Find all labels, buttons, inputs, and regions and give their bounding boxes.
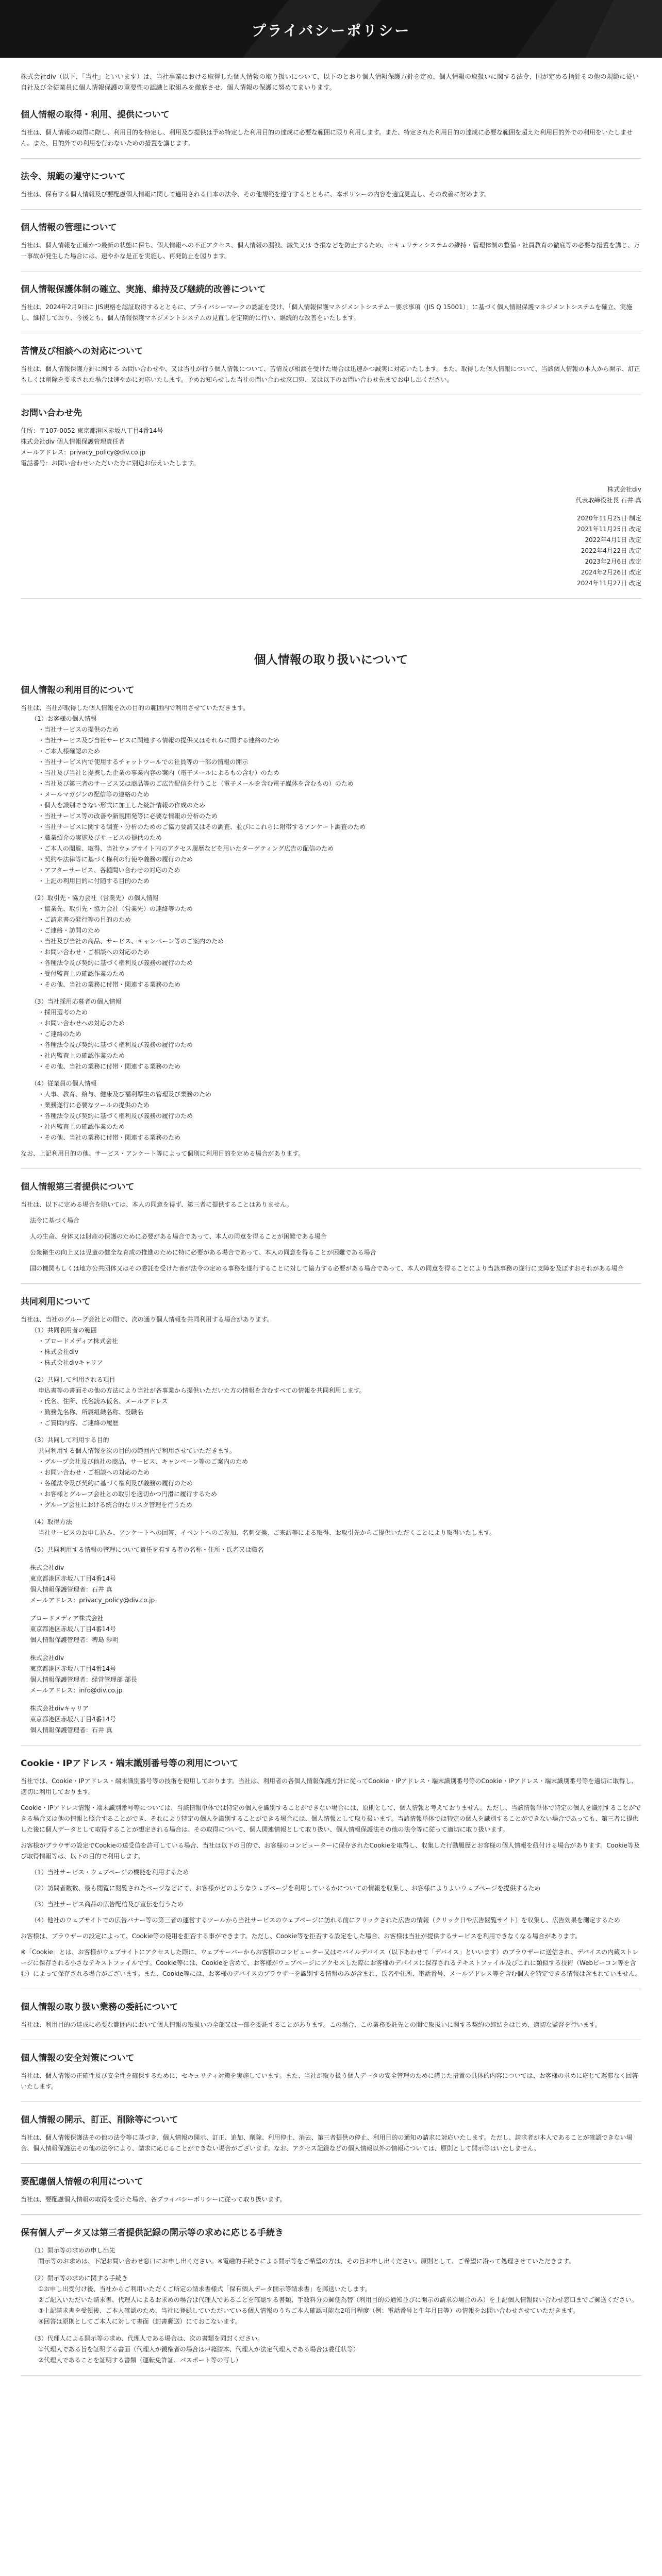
page-header <box>0 0 662 58</box>
list-item: ・ご請求書の発行等の目的のため <box>38 916 131 923</box>
third-party-heading: 個人情報第三者提供について <box>21 1182 135 1192</box>
list-subheading: （1）開示等の求めの申し出先 <box>31 2247 115 2254</box>
list-item: ・株式会社divキャリア <box>38 1359 104 1366</box>
history-item: 2021年11月25日 改定 <box>577 526 641 533</box>
list-subheading: （4）従業員の個人情報 <box>31 1080 97 1087</box>
list-item: ・各種法令及び契約に基づく権利及び義務の履行のため <box>38 959 193 967</box>
list-subheading: （3）当社採用応募者の個人情報 <box>31 998 122 1005</box>
list-item: ・お問い合わせ・ご相談への対応のため <box>38 1469 150 1476</box>
contact-heading: お問い合わせ先 <box>21 408 82 418</box>
cookie-paragraph: お客様がブラウザの設定でCookieの送受信を許可している場合、当社は以下の目的で、お客様のコンピューターに保存されたCookieを取得し、収集した行動履歴とお客様の個人情報を紐付ける場合があります。Cookie等及び取得情報等は、以下の目的で利用します。 <box>21 1842 640 1860</box>
list-item: ・ご本人の閲覧、取得、当社ウェブサイト内のアクセス履歴などを用いたターゲティング広告の配信のため <box>38 845 334 852</box>
section-body: 当社は、個人情報保護方針に関する お問い合わせや、又は当社が行う個人情報について、苦情及び相談を受けた場合は迅速かつ誠実に対応いたします。また、取得した個人情報について、当該個人情報の本人から開示、訂正もしくは削除を要求された場合は速やかに対応いたします。予めお知らせした当社の問い合わせ窓口宛、又は以下のお問い合わせ先までお申し出ください。 <box>21 365 640 383</box>
purpose-list <box>21 714 641 1143</box>
purpose-section <box>21 683 641 1169</box>
policy-section <box>21 220 641 272</box>
list-item: ・当社サービスの提供のため <box>38 726 119 733</box>
list-subheading: （2）共同して利用される項目 <box>31 1376 115 1383</box>
history-item: 2020年11月25日 制定 <box>577 515 641 522</box>
list-item: 開示等のお求めは、下記お問い合わせ窓口にお申し出ください。※電磁的手続きによる開示等をご希望の方は、その旨お申し出ください。原則として、ご希望に沿って処理させていただきます。 <box>38 2258 575 2265</box>
policy-section <box>21 344 641 395</box>
section-heading: 個人情報の管理について <box>21 223 117 233</box>
section-body: 当社は、保有する個人情報及び要配慮個人情報に関して適用される日本の法令、その他規範を遵守するとともに、本ポリシーの内容を適宜見直し、その改善に努めます。 <box>21 191 491 198</box>
company-line: 個人情報保護管理者：経営管理部 部長 <box>30 1676 137 1683</box>
purpose-lead: 当社は、当社が取得した個人情報を次の目的の範囲内で利用させていただきます。 <box>21 704 250 711</box>
company-line: ブロードメディア株式会社 <box>30 1615 104 1622</box>
list-item: ・社内監査上の確認作業のため <box>38 1123 125 1130</box>
contact-line: 株式会社div 個人情報保護管理責任者 <box>21 438 125 445</box>
company-line: 東京都港区赤坂八丁目4番14号 <box>30 1716 116 1723</box>
list-item: ・株式会社div <box>38 1348 79 1355</box>
cookie-item: （4）他社のウェブサイトでの広告バナー等の第三者の運営するツールから当社サービスのウェブページに訪れる前にクリックされた広告の情報（クリック日や広告閲覧サイト）を収集し、広告効果を測定するため <box>31 1917 620 1924</box>
list-item: ・当社サービス及び当社サービスに関連する情報の提供又はそれらに関する連絡のため <box>38 737 280 744</box>
list-item: ・個人を識別できない形式に加工した統計情報の作成のため <box>38 802 206 809</box>
signature-line: 株式会社div <box>607 486 641 493</box>
list-item: ・社内監査上の確認作業のため <box>38 1052 125 1059</box>
list-item: 当社サービスのお申し込み、アンケートへの回答、イベントへのご参加、名刺交換、ご来訪等による取得、お取引先からご提供いただくことにより取得いたします。 <box>38 1529 496 1536</box>
company-line: 東京都港区赤坂八丁目4番14号 <box>30 1575 116 1582</box>
third-party-item: 人の生命、身体又は財産の保護のために必要がある場合であって、本人の同意を得ることが困難である場合 <box>30 1233 327 1240</box>
contact-line: 電話番号：お問い合わせいただいた方に別途お伝えいたします。 <box>21 460 200 467</box>
cookie-paragraphs <box>21 1776 641 1862</box>
list-item: ・当社及び当社と提携した企業の事業内容の案内（電子メールによるもの含む）のため <box>38 769 279 776</box>
joint-use-heading: 共同利用について <box>21 1297 91 1307</box>
section-heading: 個人情報保護体制の確立、実施、維持及び継続的改善について <box>21 284 266 295</box>
policy-section <box>21 282 641 333</box>
cookie-heading: Cookie・IPアドレス・端末識別番号等の利用について <box>21 1758 239 1769</box>
company-line: メールアドレス：privacy_policy@div.co.jp <box>30 1597 155 1604</box>
cookie-section <box>21 1756 641 1989</box>
list-item: ・協業先、取引先・協力会社（営業先）の連絡等のため <box>38 905 193 912</box>
list-item: ・アフターサービス、各種問い合わせの対応のため <box>38 867 180 874</box>
list-subheading: （1）共同利用者の範囲 <box>31 1327 97 1334</box>
cookie-paragraph: Cookie・IPアドレス情報・端末識別番号等については、当該情報単体では特定の個人を識別することができない場合には、原則として、個人情報と考えておりません。ただし、当該情報単体で特定の個人を識別することができる場合又は他の情報と照合することができ、それにより特定の個人を識別することができる場合には、個人情報として取り扱います。当該情報単体では特定の個人を識別することができない場合であっても、第三者に提供した後に個人データとして取得することが想定される場合は、その取得について、個人関連情報として取り扱い、個人情報保護法その他の法令等に従って適切に取り扱います。 <box>21 1804 641 1833</box>
list-item: ・ご連絡・訪問のため <box>38 927 101 934</box>
section-body: 当社は、個人情報を正確かつ最新の状態に保ち、個人情報への不正アクセス、個人情報の漏洩、滅失又は き損などを防止するため、セキュリティシステムの維持・管理体制の整備・社員教育の徹底等の必要な措置を講じ、万一事故が発生した場合には、速やかな是正を実施し、再発防止を図ります。 <box>21 242 640 260</box>
section-body: 当社は、個人情報の取得に際し、利用目的を特定し、利用及び提供は予め特定した利用目的の達成に必要な範囲に限り利用します。また、特定された利用目的の達成に必要な範囲を超えた利用目的外での利用をいたしません。また、目的外での利用を行わないための措置を講じます。 <box>21 129 633 147</box>
sensitive-section <box>21 2174 641 2215</box>
revision-history <box>21 513 641 589</box>
contact-lines <box>21 426 641 469</box>
page-title: プライバシーポリシー <box>251 22 411 39</box>
contact-line: メールアドレス：privacy_policy@div.co.jp <box>21 449 146 456</box>
third-party-item: 法令に基づく場合 <box>30 1217 80 1224</box>
company-line: 個人情報保護管理者：石井 真 <box>30 1586 112 1593</box>
list-item: ・受付監査上の確認作業のため <box>38 970 125 977</box>
list-item: ・ブロードメディア株式会社 <box>38 1337 118 1345</box>
list-item: ・メールマガジンの配信等の連絡のため <box>38 791 150 798</box>
company-line: 東京都港区赤坂八丁目4番14号 <box>30 1625 116 1633</box>
contact-line: 住所：〒107-0052 東京都港区赤坂八丁目4番14号 <box>21 427 163 434</box>
list-item: ・勤務先名称、所属組織名称、役職名 <box>38 1409 144 1416</box>
outsourcing-heading: 個人情報の取り扱い業務の委託について <box>21 2002 178 2012</box>
list-item: ・当社及び当社の商品、サービス、キャンペーン等のご案内のため <box>38 938 224 945</box>
list-item: ・ご本人様確認のため <box>38 748 101 755</box>
list-item: ・当社及び第三者のサービス又は商品等のご広告配信を行うこと（電子メールを含む電子媒体を含むもの）のため <box>38 780 354 787</box>
list-item: ・ご連絡のため <box>38 1030 82 1038</box>
list-item: ・採用選考のため <box>38 1009 88 1016</box>
cookie-item: （2）訪問者数数、最も閲覧に閲覧されたページなどにて、お客様がどのようなウェブページを利用しているかについての情報を収集し、お客様によりよいウェブページを提供するため <box>31 1885 541 1892</box>
company-line: 株式会社divキャリア <box>30 1705 89 1712</box>
list-item: ・契約や法律等に基づく権利の行使や義務の履行のため <box>38 856 193 863</box>
joint-use-lead: 当社は、当社のグループ会社との間で、次の通り個人情報を共同利用する場合があります。 <box>21 1316 273 1323</box>
third-party-section <box>21 1179 641 1284</box>
section-heading: 個人情報の取得・利用、提供について <box>21 110 170 120</box>
company-block <box>21 1613 641 1646</box>
list-item: ・グループ会社における統合的なリスク管理を行うため <box>38 1501 192 1509</box>
outsourcing-section <box>21 1999 641 2040</box>
history-item: 2022年4月1日 改定 <box>585 536 641 544</box>
company-line: 株式会社div <box>30 1564 64 1571</box>
list-item: ・お客様とグループ会社との取引を適切かつ円滑に履行するため <box>38 1490 218 1498</box>
list-subheading: （4）取得方法 <box>31 1518 72 1526</box>
list-item: ・当社サービス内で使用するチャットツールでの社員等の一部の情報の開示 <box>38 758 249 766</box>
joint-use-list <box>21 1325 641 1555</box>
list-item: ・各種法令及び契約に基づく権利及び義務の履行のため <box>38 1041 193 1048</box>
list-item: 共同利用する個人情報を次の目的の範囲内で利用させていただきます。 <box>38 1447 236 1454</box>
main-content <box>21 58 641 2473</box>
third-party-item: 国の機関もしくは地方公共団体又はその委託を受けた者が法令の定める事務を遂行することに対して協力する必要がある場合であって、本人の同意を得ることにより当該事務の遂行に支障を及ぼすおそれがある場合 <box>30 1265 624 1272</box>
contact-section <box>21 405 641 599</box>
list-item: ・上記の利用目的に付随する目的のため <box>38 877 150 885</box>
list-item: ・職業紹介の実施及びサービスの提供のため <box>38 834 162 841</box>
list-subheading: （3）共同して利用する目的 <box>31 1436 109 1444</box>
list-subheading: （1）お客様の個人情報 <box>31 715 97 722</box>
policy-sections <box>21 107 641 395</box>
joint-use-companies <box>21 1563 641 1736</box>
list-item: ・お問い合わせへの対応のため <box>38 1020 125 1027</box>
third-party-list <box>21 1215 641 1274</box>
list-item: ・業務遂行に必要なツールの提供のため <box>38 1101 150 1109</box>
company-line: 株式会社div <box>30 1654 64 1662</box>
policy-section <box>21 107 641 159</box>
section-heading: 苦情及び相談への対応について <box>21 346 143 357</box>
list-item: ・各種法令及び契約に基づく権利及び義務の履行のため <box>38 1480 193 1487</box>
history-item: 2024年11月27日 改定 <box>577 580 641 587</box>
list-subheading: （3）代理人による開示等の求め、代理人である場合は、次の書類を同封ください。 <box>31 2335 264 2342</box>
list-item: 申込書等の書面その他の方法により当社が各事業から提供いただいた方の情報を含むすべての情報を共同利用します。 <box>38 1387 366 1394</box>
cookie-paragraph: 当社では、Cookie・IPアドレス・端末識別番号等の技術を使用しております。当社は、利用者の各個人情報保護方針に従ってCookie・IPアドレス・端末識別番号等のCookie・IPアドレス・端末識別番号等を適切に取得し、適切に利用しております。 <box>21 1777 638 1795</box>
company-block <box>21 1703 641 1736</box>
list-subheading: （5）共同利用する情報の管理について責任を有する者の名称・住所・氏名又は職名 <box>31 1546 264 1553</box>
disclosure-heading: 個人情報の開示、訂正、削除等について <box>21 2115 178 2125</box>
joint-use-section <box>21 1294 641 1745</box>
outsourcing-body: 当社は、利用目的の達成に必要な範囲内において個人情報の取扱いの全部又は一部を委託することがあります。この場合、この業務委託先との間で取扱いに関する契約の締結をはじめ、適切な監督を行います。 <box>21 2021 601 2028</box>
signature <box>21 484 641 506</box>
security-section <box>21 2050 641 2102</box>
list-item: ・その他、当社の業務に付帯・関連する業務のため <box>38 981 181 988</box>
list-item: ・グループ会社及び他社の商品、サービス、キャンペーン等のご案内のため <box>38 1458 249 1465</box>
intro-text: 株式会社div（以下、「当社」といいます）は、当社事業における取得した個人情報の取り扱いについて、以下のとおり個人情報保護方針を定め、個人情報の取扱いに関する法令、国が定める指針その他の規範に従い自社及び全従業員に個人情報保護の重要性の認識と取組みを徹底させ、個人情報の保護に努めてまいります。 <box>21 73 639 91</box>
policy-section <box>21 169 641 210</box>
list-item: ②ご記入いただいた請求書、代理人によるお求めの場合は代理人であることを確認する書類、手数料分の郵便為替（利用目的の通知並びに開示の請求の場合のみ）を上記個人情報問い合わせ窓口までご郵送ください。 <box>38 2296 638 2303</box>
purpose-note: なお、上記利用目的の他、サービス・アンケート等によって個別に利用目的を定める場合があります。 <box>21 1150 305 1157</box>
cookie-list <box>21 1867 641 1926</box>
sensitive-heading: 要配慮個人情報の利用について <box>21 2177 143 2187</box>
history-item: 2024年2月26日 改定 <box>581 569 641 576</box>
disclosure-body: 当社は、個人情報保護法その他の法令等に基づき、個人情報の開示、訂正、追加、削除、利用停止、消去、第三者提供の停止、利用目的の通知の請求に対応いたします。ただし、請求者が本人であることが確認できない場合、個人情報保護法その他の法令により、請求に応じることができない場合がございます。なお、アクセス記録などの個人情報以外の情報については、原則として開示等はいたしません。 <box>21 2134 633 2152</box>
company-line: 個人情報保護管理者：稗島 渉明 <box>30 1636 119 1643</box>
list-item: ②代理人であることを証明する書類（運転免許証、パスポート等の写し） <box>38 2357 242 2364</box>
third-party-lead: 当社は、以下に定める場合を除いては、本人の同意を得ず、第三者に提供することはありません。 <box>21 1201 293 1208</box>
request-list <box>21 2245 641 2366</box>
third-party-item: 公衆衛生の向上又は児童の健全な育成の推進のために特に必要がある場合であって、本人の同意を得ることが困難である場合 <box>30 1249 376 1256</box>
security-body: 当社は、個人情報の正確性及び安全性を確保するために、セキュリティ対策を実施しています。また、当社が取り扱う個人データの安全管理のために講じた措置の具体的内容については、お客様の求めに応じて遅滞なく回答いたします。 <box>21 2072 638 2090</box>
list-subheading: （2）開示等の求めに関する手続き <box>31 2275 128 2282</box>
list-item: ・氏名、住所、氏名読み仮名、メールアドレス <box>38 1398 168 1405</box>
section-body: 当社は、2024年2月9日に JIS規格を認証取得するとともに、プライバシーマークの認証を受け、「個人情報保護マネジメントシステム－要求事項（JIS Q 15001）」に基づく個人情報保護マネジメントシステムを確立、実施し、維持しており、今後とも、個人情報保護マネジメントシステムの見直しを定期的に行い、継続的な改善をいたします。 <box>21 303 633 321</box>
handling-title: 個人情報の取り扱いについて <box>254 653 408 667</box>
history-item: 2023年2月6日 改定 <box>585 558 641 565</box>
cookie-item: （1）当社サービス・ウェブページの機能を利用するため <box>31 1869 189 1876</box>
list-item: ④回答は原則としてご本人に対して書面（封書郵送）にておこないます。 <box>38 2318 241 2325</box>
disclosure-section <box>21 2112 641 2164</box>
company-line: メールアドレス：info@div.co.jp <box>30 1687 123 1694</box>
list-subheading: （2）取引先・協力会社（営業先）の個人情報 <box>31 894 159 902</box>
cookie-note: お客様は、ブラウザーの設定によって、Cookie等の使用を拒否する事ができます。ただし、Cookie等を拒否する設定をした場合、お客様は当社が提供するサービスを利用できなくなる場合があります。 <box>21 1933 582 1940</box>
list-item: ・当社サービス等の改善や新規開発等に必要な情報の分析のため <box>38 812 218 820</box>
company-line: 東京都港区赤坂八丁目4番14号 <box>30 1665 116 1672</box>
sensitive-body: 当社は、要配慮個人情報の取得を受けた場合、各プライバシーポリシーに従って取り扱います。 <box>21 2196 286 2203</box>
request-section <box>21 2225 641 2376</box>
list-item: ①代理人である旨を証明する書面（代理人が親権者の場合は戸籍謄本、代理人が法定代理人である場合は委任状等） <box>38 2346 359 2353</box>
company-line: 個人情報保護管理者：石井 真 <box>30 1726 112 1734</box>
purpose-heading: 個人情報の利用目的について <box>21 685 135 696</box>
list-item: ・ご質問内容、ご連絡の履歴 <box>38 1419 119 1427</box>
list-item: ・お問い合わせ・ご相談への対応のため <box>38 948 150 956</box>
list-item: ・各種法令及び契約に基づく権利及び義務の履行のため <box>38 1112 193 1120</box>
list-item: ・その他、当社の業務に付帯・関連する業務のため <box>38 1134 181 1141</box>
cookie-definition: ※「Cookie」とは、お客様がウェブサイトにアクセスした際に、ウェブサーバーからお客様のコンピューター又はモバイルデバイス（以下あわせて「デバイス」といいます）のブラウザーに送信され、デバイスの内蔵ストレージに保存される小さなテキストファイルです。Cookie等には、Cookieを含めて、お客様がウェブページにアクセスした際にお客様のデバイスに保存されるテキストファイル及びこれに類似する技術（Webビーコン等を含む）によって保存される場合がございます。また、Cookie等には、お客様のデバイスのブラウザーを識別する情報のみが含まれ、氏名や住所、電話番号、メールアドレス等を含む個人を特定できる情報は含まれていません。 <box>21 1948 641 1977</box>
company-block <box>21 1653 641 1696</box>
history-item: 2022年4月22日 改定 <box>581 547 641 554</box>
cookie-item: （3）当社サービス商品の広告配信及び宣伝を行うため <box>31 1901 184 1908</box>
signature-line: 代表取締役社長 石井 真 <box>575 497 641 504</box>
request-heading: 保有個人データ又は第三者提供記録の開示等の求めに応じる手続き <box>21 2228 284 2238</box>
list-item: ・人事、教育、給与、健康及び福利厚生の管理及び業務のため <box>38 1091 212 1098</box>
list-item: ①お申し出受付け後、当社からご利用いただくご所定の請求書様式「保有個人データ開示等請求書」を郵送いたします。 <box>38 2285 371 2293</box>
list-item: ・当社サービスに関する調査・分析のためのご協力要請又はその調査、並びにこれらに附帯するアンケート調査のため <box>38 823 366 831</box>
list-item: ・その他、当社の業務に付帯・関連する業務のため <box>38 1063 181 1070</box>
company-block <box>21 1563 641 1606</box>
security-heading: 個人情報の安全対策について <box>21 2053 135 2063</box>
list-item: ③上記請求書を受領後、ご本人確認のため、当社に登録していただいている個人情報のうちご本人確認可能な2項目程度（例：電話番号と生年月日等）の情報をお問い合わせさせていただきます。 <box>38 2307 579 2314</box>
section-heading: 法令、規範の遵守について <box>21 172 126 182</box>
